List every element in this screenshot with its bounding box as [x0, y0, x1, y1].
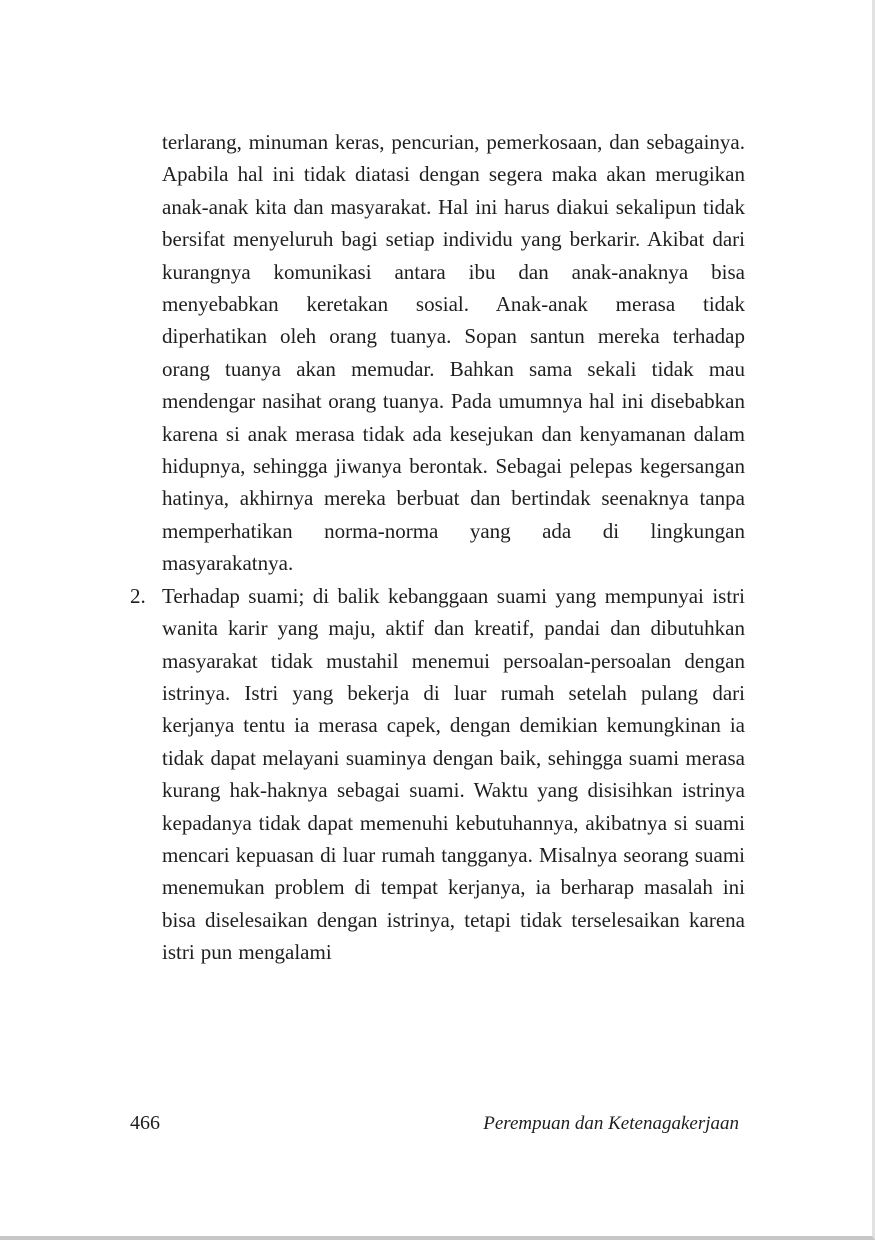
list-item-2 [130, 580, 745, 969]
page-number: 466 [130, 1112, 160, 1134]
paragraph-item-2: Terhadap suami; di balik kebanggaan suami yang mempunyai istri wanita karir yang maju, aktif dan kreatif, pandai dan dibutuhkan masyarakat tidak mustahil menemui persoalan-persoalan dengan istrinya. Istri yang bekerja di luar rumah setelah pulang dari kerjanya tentu ia merasa capek, dengan demikian kemungkinan ia tidak dapat melayani suaminya dengan baik, sehingga suami merasa kurang hak-haknya sebagai suami. Waktu yang disisihkan istrinya kepadanya tidak dapat memenuhi kebutuhannya, akibatnya si suami mencari kepuasan di luar rumah tangganya. Misalnya seorang suami menemukan problem di tempat kerjanya, ia berharap masalah ini bisa diselesaikan dengan istrinya, tetapi tidak terselesaikan karena istri pun mengalami [162, 583, 745, 965]
running-title: Perempuan dan Ketenagakerjaan [483, 1113, 739, 1134]
list-number-2: 2. [130, 583, 146, 608]
paragraph-continuation: terlarang, minuman keras, pencurian, pemerkosaan, dan sebagainya. Apabila hal ini tidak diatasi dengan segera maka akan merugikan anak-anak kita dan masyarakat. Hal ini harus diakui sekalipun tidak bersifat menyeluruh bagi setiap individu yang berkarir. Akibat dari kurangnya komunikasi antara ibu dan anak-anaknya bisa menyebabkan keretakan sosial. Anak-anak merasa tidak diperhatikan oleh orang tuanya. Sopan santun mereka terhadap orang tuanya akan memudar. Bahkan sama sekali tidak mau mendengar nasihat orang tuanya. Pada umumnya hal ini disebabkan karena si anak merasa tidak ada kesejukan dan kenyamanan dalam hidupnya, sehingga jiwanya berontak. Sebagai pelepas kegersangan hatinya, akhirnya mereka berbuat dan bertindak seenaknya tanpa memperhatikan norma-norma yang ada di lingkungan masyarakatnya. [162, 130, 745, 576]
page-footer [130, 1112, 739, 1135]
text-column [130, 126, 745, 969]
list-item-continuation [130, 126, 745, 580]
